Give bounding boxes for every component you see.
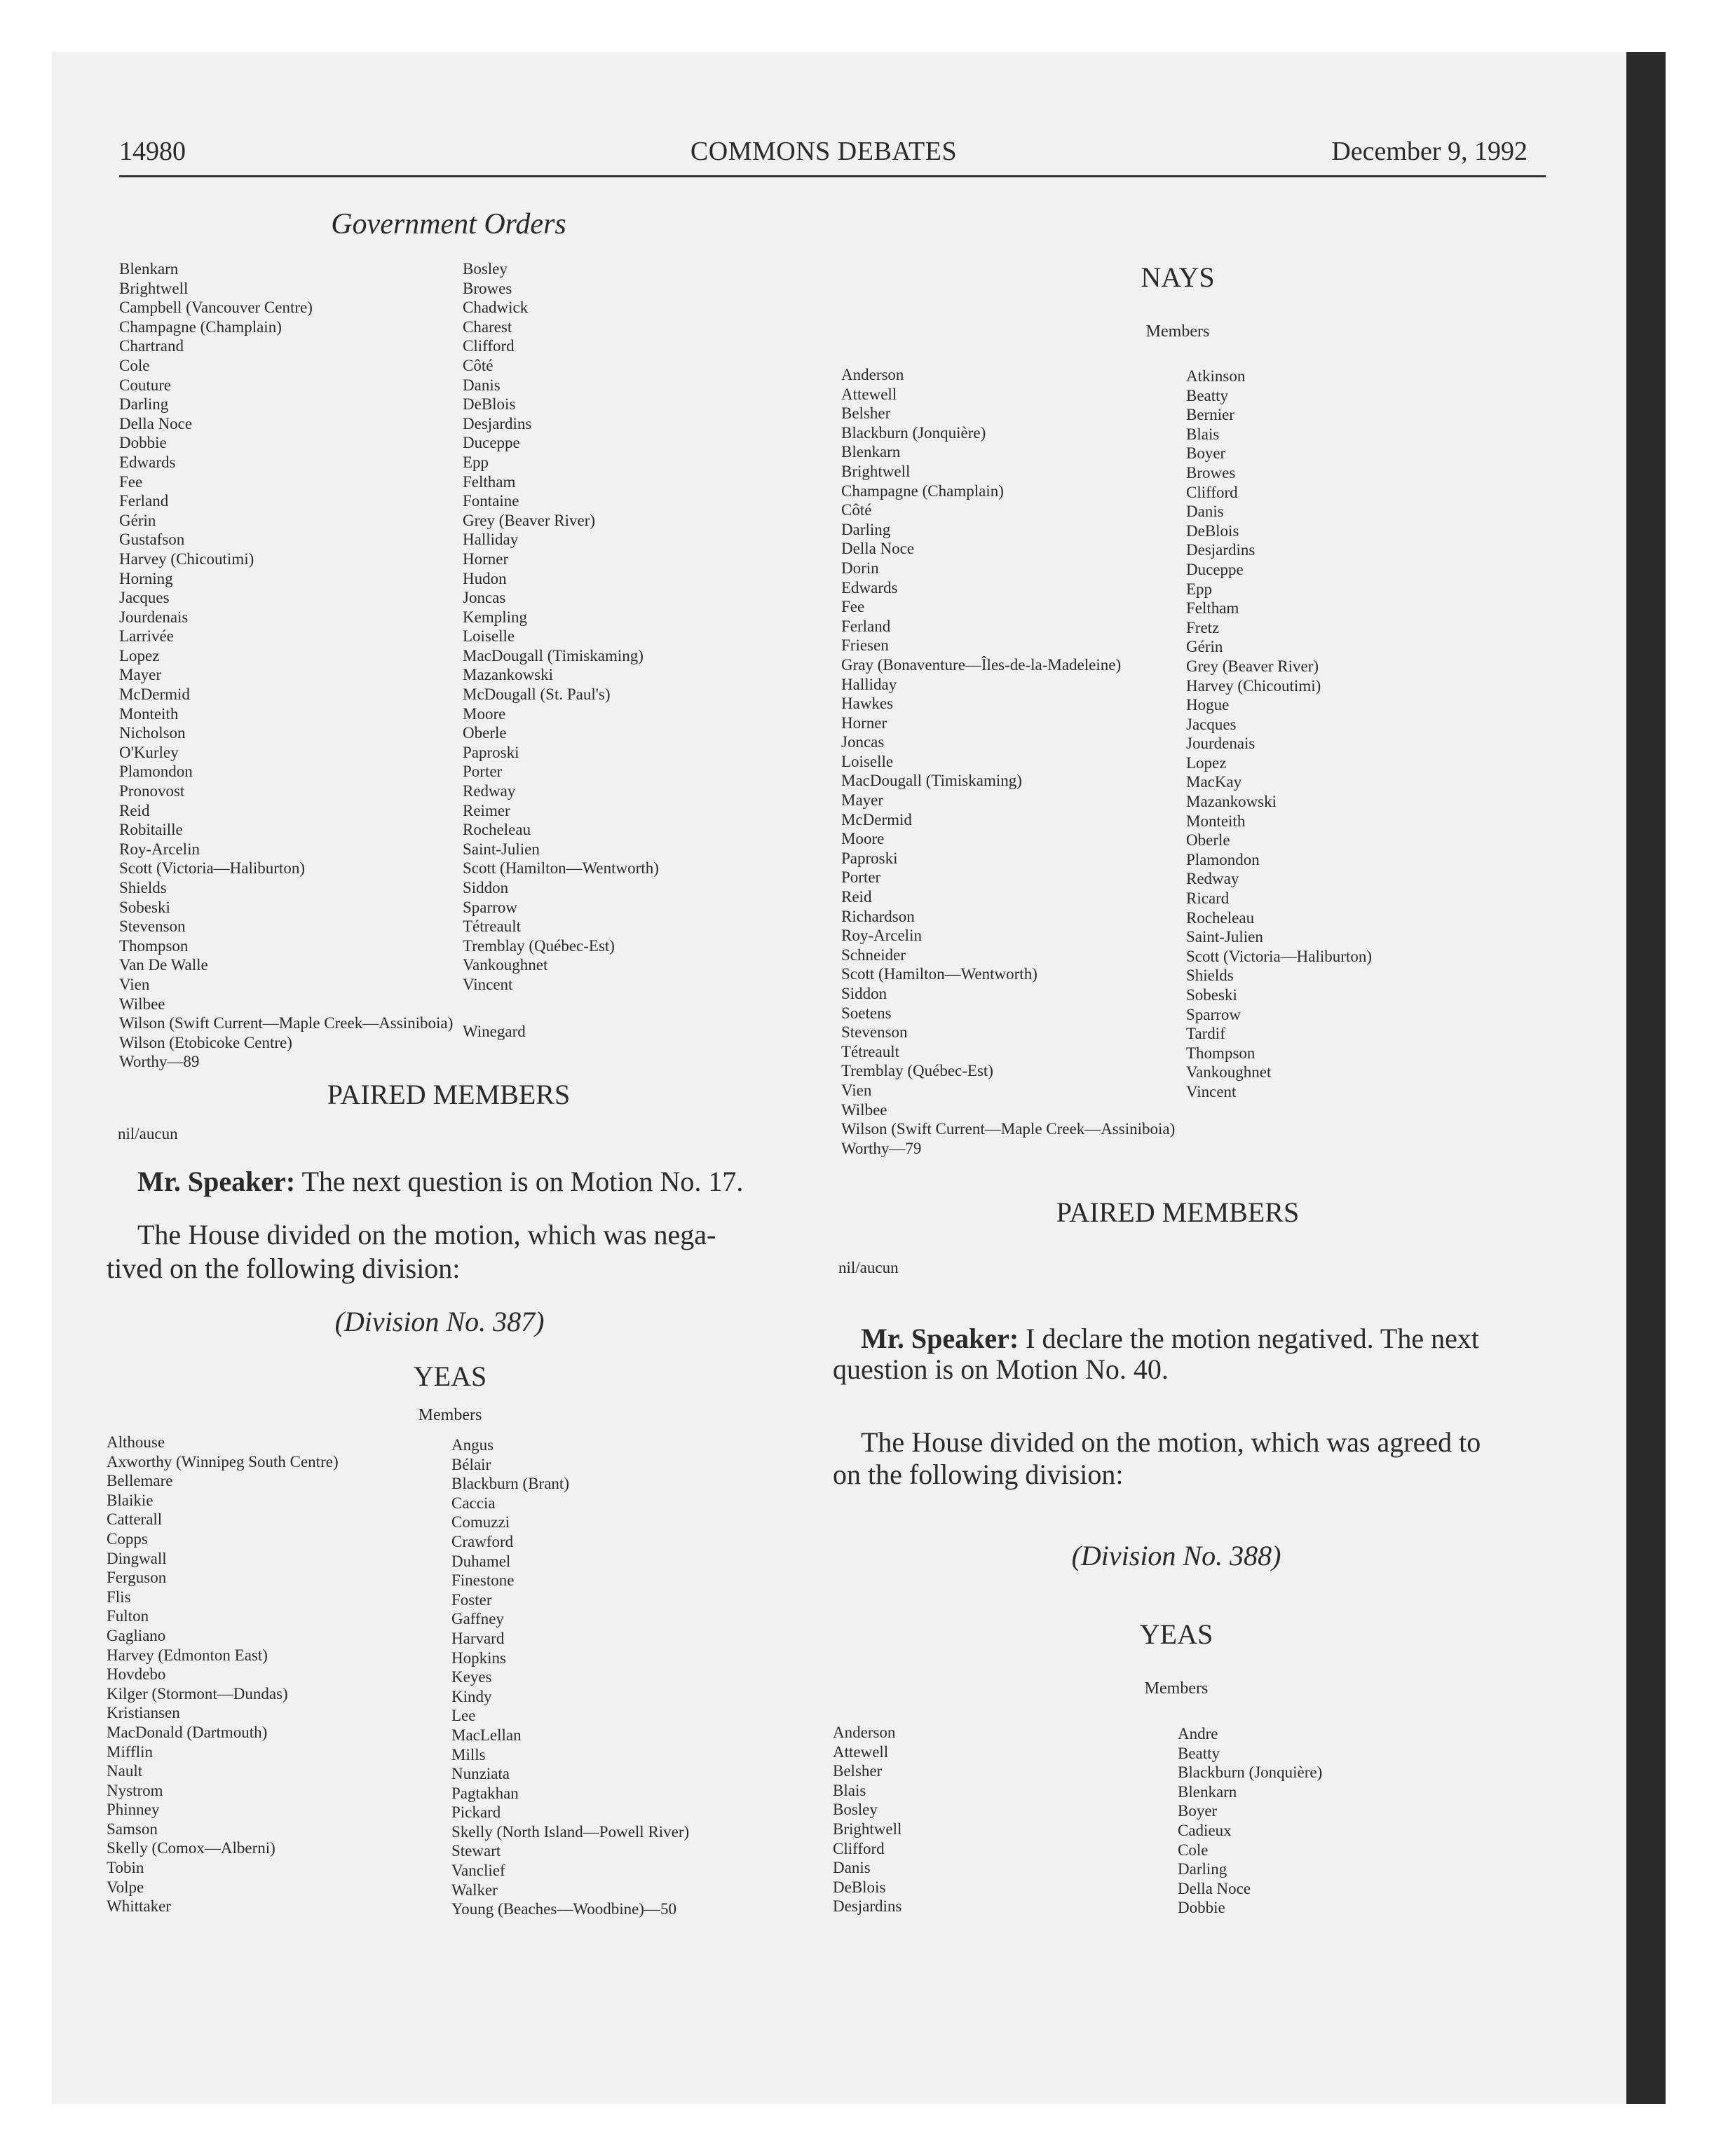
member-name: Hovdebo (107, 1665, 166, 1684)
member-name: Foster (451, 1590, 492, 1609)
member-name: Desjardins (1186, 541, 1256, 559)
member-name: Loiselle (463, 627, 515, 646)
speaker-text: I declare the motion negatived. The next (1026, 1323, 1479, 1354)
member-name: Bosley (463, 260, 508, 278)
left-top-list-col1 (119, 259, 453, 1072)
member-name: Horning (119, 569, 173, 587)
yeas-387-list-col2 (451, 1435, 689, 1919)
member-name: Worthy—89 (119, 1053, 200, 1071)
member-name: Reimer (463, 801, 510, 819)
member-name: Finestone (451, 1571, 515, 1590)
member-name: Grey (Beaver River) (463, 511, 596, 529)
member-name: Skelly (North Island—Powell River) (451, 1822, 690, 1841)
member-name: Caccia (451, 1494, 496, 1512)
speaker-statement-motion-40-line2: question is on Motion No. 40. (833, 1353, 1169, 1385)
member-name: Walker (451, 1881, 498, 1899)
member-name: Beatty (1186, 386, 1229, 404)
member-name: Monteith (1186, 812, 1246, 830)
member-name: Edwards (841, 578, 898, 596)
member-name: Pagtakhan (451, 1784, 519, 1802)
member-name: Jacques (119, 589, 170, 607)
member-name: Tétreault (463, 917, 522, 936)
member-name: Kilger (Stormont—Dundas) (107, 1684, 288, 1703)
member-name: Friesen (841, 636, 889, 655)
nays-list-col2 (1186, 367, 1372, 1102)
member-name: Kempling (463, 608, 527, 626)
nays-list-col1 (841, 365, 1175, 1158)
member-name: Rocheleau (1186, 908, 1255, 927)
member-name: Vien (119, 975, 150, 993)
speaker-label: Mr. Speaker: (137, 1166, 296, 1197)
member-name: Wilbee (119, 995, 165, 1013)
member-name: Clifford (463, 337, 515, 355)
members-subheading-387: Members (418, 1406, 482, 1424)
member-name: Fulton (107, 1607, 149, 1625)
member-name: Desjardins (463, 414, 532, 432)
member-name: Dingwall (107, 1549, 167, 1567)
member-name: Nystrom (107, 1781, 163, 1799)
member-name: Horner (463, 550, 509, 568)
division-number-388: (Division No. 388) (1071, 1540, 1281, 1571)
member-name: Nault (107, 1762, 143, 1780)
member-name: Darling (1178, 1860, 1227, 1878)
member-name: Schneider (841, 946, 906, 964)
member-name: Loiselle (841, 752, 894, 770)
header-rule (119, 175, 1546, 177)
paired-members-heading: PAIRED MEMBERS (327, 1079, 571, 1110)
division-paragraph-line1: The House divided on the motion, which was nega- (137, 1219, 716, 1250)
member-name: Lopez (119, 646, 160, 664)
member-name: Scott (Victoria—Haliburton) (119, 859, 305, 878)
member-name: Gaffney (451, 1610, 504, 1628)
member-name: Edwards (119, 453, 176, 471)
member-name: Sparrow (1186, 1005, 1241, 1023)
member-name: Phinney (107, 1801, 160, 1819)
division-paragraph-line2: tived on the following division: (107, 1253, 461, 1284)
member-name: Browes (463, 279, 512, 297)
member-name: Reid (119, 801, 150, 819)
member-name: Chadwick (463, 299, 529, 317)
member-name: Rocheleau (463, 821, 531, 839)
member-name: Wilbee (841, 1100, 887, 1119)
member-name: Van De Walle (119, 956, 208, 974)
member-name: Sobeski (1186, 986, 1237, 1004)
member-name: Epp (1186, 580, 1213, 598)
member-name: Pronovost (119, 782, 185, 800)
member-name: Plamondon (119, 763, 193, 781)
member-name: McDougall (St. Paul's) (463, 685, 611, 704)
member-name: Robitaille (119, 821, 183, 839)
right-paired-members-heading: PAIRED MEMBERS (1056, 1196, 1300, 1228)
member-name: Althouse (107, 1433, 165, 1451)
member-name: Beatty (1178, 1744, 1220, 1762)
member-name: Worthy—79 (841, 1139, 922, 1157)
member-name: Reid (841, 888, 872, 906)
member-name: Pickard (451, 1803, 501, 1822)
member-name: Harvey (Edmonton East) (107, 1646, 268, 1664)
member-name: Paproski (841, 849, 898, 867)
member-name: Samson (107, 1820, 158, 1838)
member-name: Scott (Hamilton—Wentworth) (463, 859, 659, 878)
member-name: Danis (1186, 503, 1224, 521)
member-name: Wilson (Swift Current—Maple Creek—Assiniboia) (841, 1120, 1176, 1138)
member-name: Blenkarn (1178, 1782, 1237, 1801)
member-name: Plamondon (1186, 850, 1260, 868)
member-name: Monteith (119, 704, 179, 723)
nays-heading: NAYS (1141, 261, 1215, 293)
member-name: Halliday (841, 675, 897, 693)
member-name: Soetens (841, 1004, 892, 1022)
member-name: Thompson (1186, 1044, 1256, 1062)
member-name: Ricard (1186, 889, 1230, 908)
division-number-387: (Division No. 387) (334, 1306, 545, 1337)
member-name: Mazankowski (463, 666, 554, 684)
member-name: Blais (833, 1781, 866, 1799)
member-name: Nunziata (451, 1765, 510, 1783)
member-name: Winegard (463, 1023, 526, 1040)
member-name: Blackburn (Jonquière) (841, 423, 986, 442)
member-name: Wilson (Swift Current—Maple Creek—Assiniboia) (119, 1014, 454, 1032)
member-name: Blackburn (Jonquière) (1178, 1763, 1323, 1782)
member-name: Tremblay (Québec-Est) (841, 1062, 993, 1080)
member-name: Young (Beaches—Woodbine)—50 (451, 1900, 676, 1918)
member-name: Della Noce (841, 540, 915, 558)
member-name: McDermid (841, 810, 912, 828)
member-name: Anderson (841, 366, 904, 383)
member-name: Jourdenais (119, 608, 189, 626)
member-name: Sparrow (463, 898, 517, 916)
member-name: Siddon (841, 985, 887, 1002)
member-name: Harvey (Chicoutimi) (119, 550, 254, 568)
member-name: Ferland (841, 617, 891, 635)
member-name: Porter (463, 763, 503, 781)
member-name: Vien (841, 1081, 872, 1099)
member-name: Roy-Arcelin (841, 927, 922, 945)
member-name: Tobin (107, 1859, 144, 1877)
member-name: Saint-Julien (1186, 928, 1263, 946)
member-name: Jourdenais (1186, 735, 1256, 753)
paired-members-note: nil/aucun (118, 1125, 178, 1142)
division-388-paragraph-line2: on the following division: (833, 1459, 1124, 1490)
member-name: Mayer (119, 666, 162, 684)
member-name: Redway (1186, 870, 1239, 888)
member-name: Mifflin (107, 1742, 154, 1761)
member-name: Couture (119, 376, 172, 394)
member-name: Belsher (841, 404, 891, 423)
speaker-label: Mr. Speaker: (861, 1323, 1019, 1354)
member-name: Atkinson (1186, 367, 1246, 385)
member-name: Richardson (841, 907, 915, 925)
member-name: Duhamel (451, 1552, 511, 1570)
member-name: Belsher (833, 1762, 883, 1780)
member-name: Brightwell (119, 279, 189, 297)
member-name: DeBlois (463, 395, 516, 414)
member-name: Bernier (1186, 406, 1234, 424)
member-name: Wilson (Etobicoke Centre) (119, 1033, 292, 1051)
member-name: Kindy (451, 1687, 492, 1705)
yeas-388-list-col1 (833, 1723, 901, 1916)
member-name: Chartrand (119, 337, 184, 355)
member-name: Skelly (Comox—Alberni) (107, 1839, 275, 1857)
member-name: MacLellan (451, 1726, 522, 1744)
member-name: Boyer (1186, 444, 1226, 463)
member-name: Paproski (463, 743, 519, 761)
member-name: Scott (Victoria—Haliburton) (1186, 947, 1372, 965)
member-name: Fretz (1186, 618, 1220, 636)
member-name: Brightwell (841, 462, 911, 480)
member-name: Champagne (Champlain) (119, 318, 282, 336)
member-name: Oberle (463, 724, 507, 742)
member-name: Attewell (833, 1742, 889, 1761)
member-name: MacDougall (Timiskaming) (841, 772, 1022, 790)
member-name: Stevenson (119, 917, 186, 936)
member-name: Harvard (451, 1629, 505, 1647)
member-name: Blaikie (107, 1491, 154, 1509)
member-name: Gustafson (119, 531, 185, 549)
member-name: Sobeski (119, 898, 170, 916)
left-top-list-col2 (463, 259, 659, 995)
member-name: Gagliano (107, 1626, 166, 1644)
member-name: Blackburn (Brant) (451, 1475, 569, 1493)
speaker-text: The next question is on Motion No. 17. (301, 1166, 744, 1197)
member-name: Harvey (Chicoutimi) (1186, 676, 1321, 695)
member-name: Moore (841, 830, 885, 848)
member-name: Larrivée (119, 627, 174, 646)
member-name: Gérin (119, 511, 156, 529)
member-name: Porter (841, 868, 881, 887)
member-name: Cole (119, 356, 150, 374)
member-name: MacKay (1186, 773, 1242, 791)
member-name: Mayer (841, 791, 884, 810)
nays-members-subheading: Members (1145, 322, 1210, 341)
member-name: Volpe (107, 1878, 144, 1896)
member-name: Campbell (Vancouver Centre) (119, 299, 313, 317)
member-name: Axworthy (Winnipeg South Centre) (107, 1452, 339, 1471)
member-name: Brightwell (833, 1820, 902, 1838)
member-name: O'Kurley (119, 743, 179, 761)
member-name: Bellemare (107, 1472, 173, 1490)
member-name: Roy-Arcelin (119, 840, 200, 858)
member-name: Lee (451, 1707, 476, 1725)
member-name: MacDougall (Timiskaming) (463, 646, 644, 664)
member-name: Champagne (Champlain) (841, 482, 1004, 500)
member-name: DeBlois (1186, 521, 1239, 540)
member-name: Clifford (1186, 483, 1238, 501)
yeas-387-list-col1 (107, 1433, 339, 1916)
division-388-paragraph-line1: The House divided on the motion, which was agreed to (861, 1426, 1481, 1458)
scan-edge-shadow (1626, 52, 1666, 2104)
member-name: Keyes (451, 1668, 492, 1686)
member-name: Joncas (463, 589, 506, 607)
member-name: Attewell (841, 385, 897, 403)
member-name: Vankoughnet (1186, 1063, 1272, 1082)
member-name: Siddon (463, 879, 509, 896)
member-name: Moore (463, 704, 506, 723)
member-name: Cole (1178, 1841, 1209, 1859)
member-name: Fee (841, 598, 865, 616)
member-name: Duceppe (463, 434, 520, 452)
member-name: Bélair (451, 1455, 491, 1473)
publication-title: COMMONS DEBATES (690, 137, 958, 166)
member-name: Charest (463, 318, 512, 336)
member-name: Ferland (119, 492, 169, 510)
member-name: Horner (841, 714, 887, 732)
member-name: Hawkes (841, 695, 894, 713)
member-name: Fontaine (463, 492, 519, 510)
member-name: Dorin (841, 559, 879, 577)
member-name: Tardif (1186, 1025, 1225, 1043)
member-name: Halliday (463, 531, 519, 549)
members-subheading-388: Members (1144, 1679, 1209, 1698)
member-name: Côté (463, 356, 494, 374)
member-name: DeBlois (833, 1878, 886, 1896)
right-paired-members-note: nil/aucun (838, 1259, 899, 1276)
member-name: Saint-Julien (463, 840, 540, 858)
member-name: McDermid (119, 685, 190, 704)
member-name: Jacques (1186, 715, 1237, 733)
speaker-statement-motion-17 (137, 1165, 743, 1199)
yeas-388-list-col2 (1178, 1724, 1322, 1918)
member-name: Dobbie (1178, 1899, 1225, 1917)
member-name: Stevenson (841, 1023, 908, 1042)
member-name: Lopez (1186, 753, 1227, 772)
member-name: Andre (1178, 1725, 1218, 1742)
section-title: Government Orders (331, 208, 566, 240)
member-name: Mills (451, 1745, 486, 1763)
yeas-heading-388: YEAS (1139, 1618, 1213, 1650)
page-number: 14980 (119, 137, 186, 166)
yeas-heading-387: YEAS (413, 1360, 487, 1392)
member-name: Comuzzi (451, 1513, 510, 1531)
member-name: Hopkins (451, 1649, 506, 1667)
speaker-statement-motion-40-line1 (861, 1322, 1479, 1356)
publication-date: December 9, 1992 (1331, 137, 1528, 166)
member-name: Danis (833, 1859, 871, 1877)
member-name: Copps (107, 1529, 148, 1548)
member-name: Vincent (463, 975, 513, 993)
member-name: Scott (Hamilton—Wentworth) (841, 965, 1037, 983)
member-name: Darling (119, 395, 169, 414)
member-name: Hogue (1186, 696, 1230, 714)
member-name: Angus (451, 1436, 494, 1454)
member-name: Mazankowski (1186, 793, 1277, 811)
member-name: Kristiansen (107, 1704, 180, 1722)
member-name: Joncas (841, 733, 885, 751)
member-name: Shields (119, 879, 167, 896)
member-name: Vanclief (451, 1862, 505, 1880)
member-name: Tremblay (Québec-Est) (463, 936, 615, 955)
member-name: Feltham (1186, 599, 1239, 618)
member-name: Côté (841, 501, 872, 519)
member-name: Darling (841, 520, 891, 538)
member-name: Hudon (463, 569, 507, 587)
member-name: Catterall (107, 1510, 163, 1529)
member-name: Ferguson (107, 1569, 167, 1587)
member-name: Epp (463, 453, 489, 471)
member-name: Della Noce (119, 414, 193, 432)
member-name: Redway (463, 782, 516, 800)
member-name: Fee (119, 472, 143, 491)
member-name: Gérin (1186, 638, 1223, 656)
member-name: Bosley (833, 1801, 878, 1819)
member-name: Feltham (463, 472, 516, 491)
member-name: Blais (1186, 425, 1220, 443)
member-name: Blenkarn (119, 260, 179, 278)
member-name: Oberle (1186, 831, 1230, 850)
member-name: Cadieux (1178, 1821, 1232, 1839)
member-name: Blenkarn (841, 443, 901, 461)
member-name: MacDonald (Dartmouth) (107, 1723, 268, 1741)
member-name: Boyer (1178, 1802, 1218, 1820)
member-name: Browes (1186, 463, 1236, 482)
member-name: Tétreault (841, 1042, 900, 1060)
member-name: Danis (463, 376, 501, 394)
member-name: Dobbie (119, 434, 167, 452)
member-name: Flis (107, 1588, 131, 1606)
member-name: Anderson (833, 1724, 896, 1741)
member-name: Stewart (451, 1842, 501, 1860)
member-name: Clifford (833, 1839, 885, 1857)
member-name: Crawford (451, 1532, 514, 1550)
member-name: Shields (1186, 967, 1234, 985)
member-name: Grey (Beaver River) (1186, 657, 1319, 675)
member-name: Vankoughnet (463, 956, 548, 974)
member-name: Whittaker (107, 1897, 171, 1916)
member-name: Vincent (1186, 1082, 1237, 1100)
member-name: Nicholson (119, 724, 186, 742)
member-name: Thompson (119, 936, 189, 955)
member-name: Desjardins (833, 1897, 902, 1916)
member-name: Della Noce (1178, 1879, 1251, 1897)
member-name: Gray (Bonaventure—Îles-de-la-Madeleine) (841, 655, 1122, 674)
member-name: Duceppe (1186, 560, 1244, 578)
